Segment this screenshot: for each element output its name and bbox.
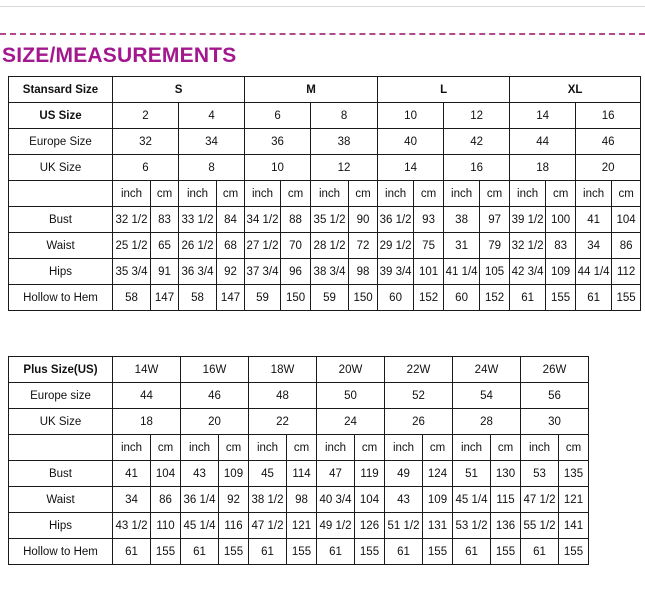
measurement-value: 61 bbox=[113, 539, 151, 565]
measurement-value: 39 1/2 bbox=[510, 207, 546, 233]
unit-cm-header: cm bbox=[281, 181, 311, 207]
plus-europe-cell: 50 bbox=[317, 383, 385, 409]
measurement-value: 90 bbox=[349, 207, 378, 233]
measurement-value: 135 bbox=[559, 461, 589, 487]
us-size-cell: 6 bbox=[245, 103, 311, 129]
size-group-row bbox=[9, 77, 641, 103]
unit-cm-header: cm bbox=[491, 435, 521, 461]
plus-uk-cell: 26 bbox=[385, 409, 453, 435]
uk-size-cell: 14 bbox=[378, 155, 444, 181]
measurement-value: 40 3/4 bbox=[317, 487, 355, 513]
measurement-value: 155 bbox=[355, 539, 385, 565]
europe-size-cell: 38 bbox=[311, 129, 378, 155]
measurement-value: 60 bbox=[378, 285, 414, 311]
measurement-value: 100 bbox=[546, 207, 576, 233]
uk-size-cell: 16 bbox=[444, 155, 510, 181]
europe-size-cell: 42 bbox=[444, 129, 510, 155]
plus-europe-cell: 54 bbox=[453, 383, 521, 409]
measurement-value: 49 1/2 bbox=[317, 513, 355, 539]
measurement-value: 152 bbox=[480, 285, 510, 311]
measurement-value: 41 bbox=[113, 461, 151, 487]
unit-cm-header: cm bbox=[546, 181, 576, 207]
plus-size-cell: 16W bbox=[181, 357, 249, 383]
measurement-value: 59 bbox=[245, 285, 281, 311]
measurement-value: 38 1/2 bbox=[249, 487, 287, 513]
measurement-value: 101 bbox=[414, 259, 444, 285]
measurement-value: 44 1/4 bbox=[576, 259, 612, 285]
measurement-label: Hollow to Hem bbox=[9, 285, 113, 311]
standard-size-table bbox=[8, 76, 641, 311]
measurement-value: 104 bbox=[355, 487, 385, 513]
unit-inch-header: inch bbox=[453, 435, 491, 461]
unit-row bbox=[9, 181, 641, 207]
plus-europe-label: Europe size bbox=[9, 383, 113, 409]
measurement-value: 98 bbox=[287, 487, 317, 513]
measurement-value: 32 1/2 bbox=[113, 207, 151, 233]
measurement-value: 83 bbox=[546, 233, 576, 259]
measurement-value: 136 bbox=[491, 513, 521, 539]
unit-row-blank bbox=[9, 181, 113, 207]
plus-unit-row-blank bbox=[9, 435, 113, 461]
europe-size-cell: 36 bbox=[245, 129, 311, 155]
europe-size-cell: 32 bbox=[113, 129, 179, 155]
uk-size-cell: 18 bbox=[510, 155, 576, 181]
measurement-value: 34 bbox=[113, 487, 151, 513]
measurement-value: 155 bbox=[546, 285, 576, 311]
plus-uk-cell: 24 bbox=[317, 409, 385, 435]
measurement-value: 36 1/2 bbox=[378, 207, 414, 233]
measurement-value: 59 bbox=[311, 285, 349, 311]
measurement-value: 41 1/4 bbox=[444, 259, 480, 285]
europe-size-cell: 34 bbox=[179, 129, 245, 155]
measurement-value: 121 bbox=[559, 487, 589, 513]
plus-uk-cell: 18 bbox=[113, 409, 181, 435]
europe-size-label: Europe Size bbox=[9, 129, 113, 155]
measurement-value: 109 bbox=[219, 461, 249, 487]
unit-inch-header: inch bbox=[311, 181, 349, 207]
measurement-value: 79 bbox=[480, 233, 510, 259]
size-group-header: S bbox=[113, 77, 245, 103]
plus-europe-cell: 56 bbox=[521, 383, 589, 409]
plus-measurement-row bbox=[9, 513, 589, 539]
unit-cm-header: cm bbox=[423, 435, 453, 461]
europe-size-cell: 44 bbox=[510, 129, 576, 155]
unit-cm-header: cm bbox=[287, 435, 317, 461]
measurement-value: 33 1/2 bbox=[179, 207, 217, 233]
plus-europe-cell: 52 bbox=[385, 383, 453, 409]
unit-cm-header: cm bbox=[349, 181, 378, 207]
measurement-value: 152 bbox=[414, 285, 444, 311]
measurement-value: 47 1/2 bbox=[249, 513, 287, 539]
measurement-value: 155 bbox=[423, 539, 453, 565]
plus-size-cell: 20W bbox=[317, 357, 385, 383]
measurement-value: 43 bbox=[181, 461, 219, 487]
measurement-value: 150 bbox=[281, 285, 311, 311]
measurement-value: 92 bbox=[217, 259, 245, 285]
measurement-value: 131 bbox=[423, 513, 453, 539]
unit-inch-header: inch bbox=[113, 181, 151, 207]
measurement-value: 61 bbox=[385, 539, 423, 565]
measurement-value: 109 bbox=[423, 487, 453, 513]
plus-uk-label: UK Size bbox=[9, 409, 113, 435]
unit-inch-header: inch bbox=[576, 181, 612, 207]
plus-measurement-row bbox=[9, 539, 589, 565]
unit-cm-header: cm bbox=[217, 181, 245, 207]
measurement-value: 26 1/2 bbox=[179, 233, 217, 259]
measurement-value: 93 bbox=[414, 207, 444, 233]
plus-size-cell: 14W bbox=[113, 357, 181, 383]
measurement-value: 51 bbox=[453, 461, 491, 487]
measurement-value: 45 bbox=[249, 461, 287, 487]
measurement-value: 61 bbox=[249, 539, 287, 565]
measurement-value: 53 bbox=[521, 461, 559, 487]
us-size-cell: 8 bbox=[311, 103, 378, 129]
plus-measurement-row bbox=[9, 461, 589, 487]
measurement-value: 34 bbox=[576, 233, 612, 259]
europe-size-cell: 46 bbox=[576, 129, 641, 155]
measurement-value: 98 bbox=[349, 259, 378, 285]
measurement-value: 119 bbox=[355, 461, 385, 487]
measurement-value: 34 1/2 bbox=[245, 207, 281, 233]
plus-size-table bbox=[8, 356, 589, 565]
measurement-value: 61 bbox=[317, 539, 355, 565]
unit-inch-header: inch bbox=[245, 181, 281, 207]
measurement-value: 42 3/4 bbox=[510, 259, 546, 285]
dashed-divider bbox=[0, 33, 645, 35]
plus-uk-cell: 28 bbox=[453, 409, 521, 435]
measurement-value: 70 bbox=[281, 233, 311, 259]
plus-uk-cell: 20 bbox=[181, 409, 249, 435]
us-size-row bbox=[9, 103, 641, 129]
measurement-value: 61 bbox=[521, 539, 559, 565]
unit-cm-header: cm bbox=[480, 181, 510, 207]
measurement-value: 61 bbox=[576, 285, 612, 311]
europe-size-cell: 40 bbox=[378, 129, 444, 155]
unit-cm-header: cm bbox=[414, 181, 444, 207]
measurement-value: 124 bbox=[423, 461, 453, 487]
plus-europe-row bbox=[9, 383, 589, 409]
measurement-label: Waist bbox=[9, 233, 113, 259]
measurement-value: 28 1/2 bbox=[311, 233, 349, 259]
measurement-value: 61 bbox=[181, 539, 219, 565]
measurement-label: Bust bbox=[9, 207, 113, 233]
measurement-value: 155 bbox=[612, 285, 641, 311]
measurement-value: 38 3/4 bbox=[311, 259, 349, 285]
plus-size-cell: 26W bbox=[521, 357, 589, 383]
measurement-label: Hips bbox=[9, 513, 113, 539]
plus-uk-row bbox=[9, 409, 589, 435]
plus-size-row bbox=[9, 357, 589, 383]
measurement-value: 43 1/2 bbox=[113, 513, 151, 539]
measurement-value: 109 bbox=[546, 259, 576, 285]
plus-size-header: Plus Size(US) bbox=[9, 357, 113, 383]
measurement-value: 36 3/4 bbox=[179, 259, 217, 285]
measurement-value: 51 1/2 bbox=[385, 513, 423, 539]
plus-size-cell: 24W bbox=[453, 357, 521, 383]
measurement-value: 104 bbox=[612, 207, 641, 233]
us-size-cell: 12 bbox=[444, 103, 510, 129]
measurement-value: 86 bbox=[151, 487, 181, 513]
unit-inch-header: inch bbox=[317, 435, 355, 461]
size-group-header: L bbox=[378, 77, 510, 103]
unit-inch-header: inch bbox=[113, 435, 151, 461]
unit-inch-header: inch bbox=[510, 181, 546, 207]
measurement-value: 86 bbox=[612, 233, 641, 259]
measurement-value: 47 1/2 bbox=[521, 487, 559, 513]
measurement-value: 130 bbox=[491, 461, 521, 487]
measurement-label: Bust bbox=[9, 461, 113, 487]
measurement-value: 155 bbox=[287, 539, 317, 565]
europe-size-row bbox=[9, 129, 641, 155]
unit-cm-header: cm bbox=[559, 435, 589, 461]
measurement-row bbox=[9, 259, 641, 285]
us-size-cell: 14 bbox=[510, 103, 576, 129]
unit-inch-header: inch bbox=[385, 435, 423, 461]
measurement-label: Hips bbox=[9, 259, 113, 285]
measurement-value: 27 1/2 bbox=[245, 233, 281, 259]
us-size-label: US Size bbox=[9, 103, 113, 129]
measurement-value: 112 bbox=[612, 259, 641, 285]
us-size-cell: 16 bbox=[576, 103, 641, 129]
measurement-value: 115 bbox=[491, 487, 521, 513]
measurement-value: 61 bbox=[510, 285, 546, 311]
measurement-value: 114 bbox=[287, 461, 317, 487]
measurement-value: 68 bbox=[217, 233, 245, 259]
measurement-value: 121 bbox=[287, 513, 317, 539]
unit-cm-header: cm bbox=[151, 435, 181, 461]
measurement-value: 43 bbox=[385, 487, 423, 513]
uk-size-cell: 12 bbox=[311, 155, 378, 181]
plus-size-cell: 18W bbox=[249, 357, 317, 383]
measurement-value: 60 bbox=[444, 285, 480, 311]
us-size-cell: 4 bbox=[179, 103, 245, 129]
plus-measurement-row bbox=[9, 487, 589, 513]
measurement-value: 58 bbox=[179, 285, 217, 311]
measurement-value: 61 bbox=[453, 539, 491, 565]
plus-europe-cell: 46 bbox=[181, 383, 249, 409]
us-size-cell: 2 bbox=[113, 103, 179, 129]
plus-uk-cell: 22 bbox=[249, 409, 317, 435]
unit-inch-header: inch bbox=[181, 435, 219, 461]
measurement-value: 31 bbox=[444, 233, 480, 259]
uk-size-row bbox=[9, 155, 641, 181]
measurement-value: 155 bbox=[219, 539, 249, 565]
measurement-value: 110 bbox=[151, 513, 181, 539]
measurement-value: 155 bbox=[559, 539, 589, 565]
measurement-row bbox=[9, 285, 641, 311]
measurement-value: 38 bbox=[444, 207, 480, 233]
measurement-value: 116 bbox=[219, 513, 249, 539]
measurement-value: 147 bbox=[217, 285, 245, 311]
measurement-value: 55 1/2 bbox=[521, 513, 559, 539]
measurement-value: 147 bbox=[151, 285, 179, 311]
uk-size-cell: 6 bbox=[113, 155, 179, 181]
measurement-value: 41 bbox=[576, 207, 612, 233]
measurement-value: 65 bbox=[151, 233, 179, 259]
measurement-value: 49 bbox=[385, 461, 423, 487]
measurement-value: 35 3/4 bbox=[113, 259, 151, 285]
measurement-value: 58 bbox=[113, 285, 151, 311]
unit-inch-header: inch bbox=[378, 181, 414, 207]
size-group-header: M bbox=[245, 77, 378, 103]
measurement-value: 150 bbox=[349, 285, 378, 311]
plus-size-cell: 22W bbox=[385, 357, 453, 383]
unit-inch-header: inch bbox=[521, 435, 559, 461]
uk-size-cell: 8 bbox=[179, 155, 245, 181]
us-size-cell: 10 bbox=[378, 103, 444, 129]
measurement-label: Waist bbox=[9, 487, 113, 513]
measurement-value: 47 bbox=[317, 461, 355, 487]
unit-inch-header: inch bbox=[444, 181, 480, 207]
size-group-header: XL bbox=[510, 77, 641, 103]
measurement-row bbox=[9, 207, 641, 233]
measurement-label: Hollow to Hem bbox=[9, 539, 113, 565]
measurement-value: 75 bbox=[414, 233, 444, 259]
measurement-value: 141 bbox=[559, 513, 589, 539]
plus-europe-cell: 48 bbox=[249, 383, 317, 409]
measurement-value: 126 bbox=[355, 513, 385, 539]
plus-uk-cell: 30 bbox=[521, 409, 589, 435]
measurement-value: 83 bbox=[151, 207, 179, 233]
measurement-row bbox=[9, 233, 641, 259]
unit-cm-header: cm bbox=[612, 181, 641, 207]
unit-cm-header: cm bbox=[219, 435, 249, 461]
unit-cm-header: cm bbox=[355, 435, 385, 461]
measurement-value: 25 1/2 bbox=[113, 233, 151, 259]
measurement-value: 45 1/4 bbox=[453, 487, 491, 513]
measurement-value: 88 bbox=[281, 207, 311, 233]
measurement-value: 39 3/4 bbox=[378, 259, 414, 285]
uk-size-cell: 20 bbox=[576, 155, 641, 181]
unit-inch-header: inch bbox=[249, 435, 287, 461]
unit-inch-header: inch bbox=[179, 181, 217, 207]
measurement-value: 45 1/4 bbox=[181, 513, 219, 539]
measurement-value: 53 1/2 bbox=[453, 513, 491, 539]
measurement-value: 37 3/4 bbox=[245, 259, 281, 285]
measurement-value: 97 bbox=[480, 207, 510, 233]
measurement-value: 155 bbox=[491, 539, 521, 565]
measurement-value: 35 1/2 bbox=[311, 207, 349, 233]
plus-europe-cell: 44 bbox=[113, 383, 181, 409]
unit-cm-header: cm bbox=[151, 181, 179, 207]
uk-size-label: UK Size bbox=[9, 155, 113, 181]
measurement-value: 92 bbox=[219, 487, 249, 513]
uk-size-cell: 10 bbox=[245, 155, 311, 181]
plus-unit-row bbox=[9, 435, 589, 461]
page-heading: SIZE/MEASUREMENTS bbox=[2, 44, 237, 67]
top-rule bbox=[0, 0, 645, 7]
measurement-value: 105 bbox=[480, 259, 510, 285]
measurement-value: 29 1/2 bbox=[378, 233, 414, 259]
measurement-value: 104 bbox=[151, 461, 181, 487]
measurement-value: 155 bbox=[151, 539, 181, 565]
measurement-value: 84 bbox=[217, 207, 245, 233]
measurement-value: 91 bbox=[151, 259, 179, 285]
measurement-value: 36 1/4 bbox=[181, 487, 219, 513]
measurement-value: 32 1/2 bbox=[510, 233, 546, 259]
standard-size-header: Stansard Size bbox=[9, 77, 113, 103]
measurement-value: 96 bbox=[281, 259, 311, 285]
measurement-value: 72 bbox=[349, 233, 378, 259]
